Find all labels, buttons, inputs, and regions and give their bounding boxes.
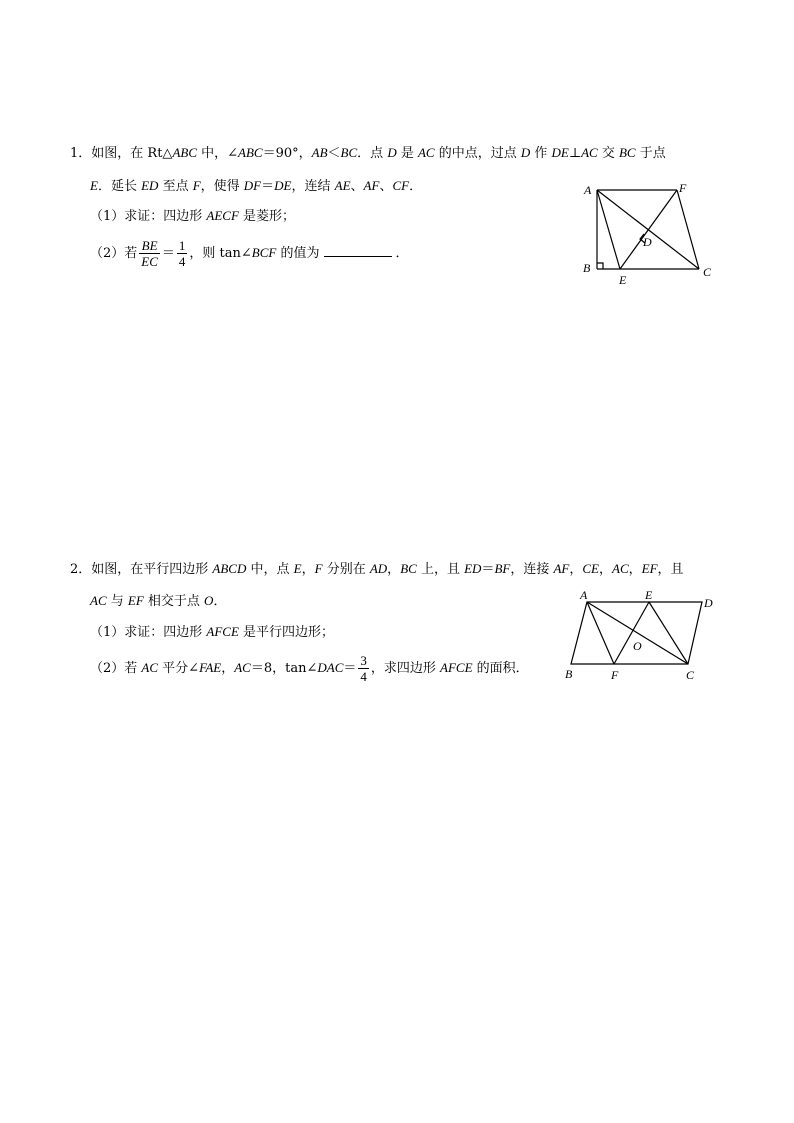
text: CE (582, 561, 599, 576)
text: AC (612, 561, 629, 576)
segment-ef (614, 602, 649, 664)
text: 相交于点 (143, 594, 205, 609)
segment-af (587, 602, 614, 664)
text: ABCD (212, 561, 247, 576)
fraction-be-ec (139, 238, 160, 269)
text: AB (311, 145, 328, 160)
label-o: O (633, 639, 642, 653)
fraction-numerator: 1 (178, 238, 186, 253)
text: ．延长 (97, 179, 142, 194)
segment-ae (597, 190, 620, 269)
problem-1-line-2 (90, 176, 422, 197)
text: AE (334, 178, 351, 193)
text: 中，点 (246, 562, 294, 577)
text: ． (409, 179, 423, 194)
text: ，求四边形 (370, 661, 441, 676)
text: 的值为 (276, 246, 320, 261)
text: F (314, 561, 323, 576)
text: ＝ (161, 246, 175, 261)
text: DE (551, 145, 569, 160)
segment-fc (677, 190, 699, 269)
problem-1-part-1 (90, 206, 295, 227)
text: ，连结 (291, 179, 335, 194)
text: AC (141, 660, 159, 675)
text: FAE (199, 660, 222, 675)
label-d: D (643, 235, 652, 249)
text: E (90, 178, 98, 193)
label-f: F (679, 181, 687, 195)
text: ．点 (357, 146, 388, 161)
segment-ec (649, 602, 688, 664)
text: D (387, 145, 397, 160)
label-c: C (686, 668, 695, 682)
text: BC (618, 145, 636, 160)
problem-1-figure (575, 178, 725, 288)
label-b: B (565, 667, 573, 681)
text: BC (340, 145, 358, 160)
fraction-numerator: 3 (360, 653, 367, 668)
problem-1-part-2 (90, 236, 409, 271)
text: BCF (251, 245, 277, 260)
fraction-denominator: EC (141, 254, 158, 269)
fraction-denominator: 4 (360, 669, 367, 684)
text: 上，且 (416, 562, 465, 577)
answer-blank[interactable] (324, 244, 392, 257)
text: ，则 tan∠ (189, 246, 252, 261)
label-b: B (583, 261, 591, 275)
label-e: E (619, 273, 627, 287)
text: ED (464, 561, 482, 576)
text: （2）若 (90, 246, 138, 261)
text: （1）求证：四边形 (90, 209, 207, 224)
text: 平分∠ (158, 661, 200, 676)
text: 作 (530, 146, 552, 161)
text: AD (369, 561, 388, 576)
text: 交 (597, 146, 619, 161)
problem-1-line-1 (70, 143, 666, 164)
text: AC (234, 660, 251, 675)
text: 如图，在平行四边形 (91, 562, 213, 577)
text: ，使得 (200, 179, 244, 194)
text: ＝ (261, 179, 275, 194)
fraction-numerator: BE (139, 238, 160, 254)
problem-2-figure (560, 586, 730, 686)
label-c: C (703, 265, 712, 279)
segment-ac (587, 602, 688, 664)
text: DAC (317, 660, 344, 675)
text: 、 (379, 179, 393, 194)
problem-2-part-2 (90, 651, 529, 686)
text: 的面积． (472, 661, 529, 676)
text: DF (243, 178, 262, 193)
text: BF (494, 561, 511, 576)
text: ＝ (481, 562, 495, 577)
problem-2-number: 2． (70, 562, 92, 577)
text: ＜ (327, 146, 341, 161)
text: 于点 (635, 146, 666, 161)
text: ， (628, 562, 642, 577)
text: ABC (238, 145, 263, 160)
text: （2）若 (90, 661, 142, 676)
text: AECF (206, 208, 239, 223)
label-e: E (645, 588, 653, 602)
text: AFCE (440, 660, 473, 675)
segment-ef (620, 190, 677, 269)
text: CF (392, 178, 410, 193)
text: AC (581, 145, 598, 160)
text: D (520, 145, 531, 160)
text: 中，∠ (197, 146, 239, 161)
text: 与 (106, 594, 128, 609)
label-a: A (584, 183, 592, 197)
text: EF (641, 561, 658, 576)
text: ， (569, 562, 583, 577)
text: AF (363, 178, 380, 193)
text: ， (221, 661, 235, 676)
text: ， (301, 562, 315, 577)
text: ． (395, 246, 409, 261)
problem-2-part-1 (90, 622, 334, 643)
text: ，且 (657, 562, 684, 577)
text: 分别在 (322, 562, 370, 577)
text: AC (90, 593, 107, 608)
right-angle-mark-b (597, 263, 603, 269)
text: ABC (172, 145, 197, 160)
text: ⊥ (568, 146, 582, 161)
text: AF (553, 561, 570, 576)
text: ，连接 (510, 562, 554, 577)
text: 、 (350, 179, 364, 194)
text: 至点 (158, 179, 193, 194)
text: 是 (396, 146, 418, 161)
text: （1）求证：四边形 (90, 625, 207, 640)
label-a: A (580, 588, 588, 602)
text: 如图，在 Rt△ (91, 146, 173, 161)
text: 是平行四边形； (238, 625, 335, 640)
text: DE (274, 178, 292, 193)
problem-2-line-1 (70, 559, 684, 580)
fraction-denominator: 4 (178, 254, 186, 269)
text: F (192, 178, 201, 193)
text: EF (127, 593, 144, 608)
text: ED (141, 178, 159, 193)
text: ， (599, 562, 613, 577)
text: E (293, 561, 302, 576)
problem-2-line-2 (90, 591, 226, 612)
text: 是菱形； (238, 209, 296, 224)
text: ＝ (343, 661, 357, 676)
text: ＝90°， (262, 146, 312, 161)
text: BC (400, 561, 417, 576)
text: AC (417, 145, 435, 160)
fraction-one-quarter (177, 238, 188, 269)
text: ， (387, 562, 401, 577)
label-d: D (704, 596, 713, 610)
text: AFCE (206, 624, 239, 639)
text: ＝8，tan∠ (250, 661, 318, 676)
fraction-three-quarters (358, 653, 369, 684)
text: ． (213, 594, 227, 609)
problem-1-number: 1． (70, 146, 92, 161)
text: O (204, 593, 214, 608)
label-f: F (611, 668, 619, 682)
text: 的中点，过点 (434, 146, 521, 161)
